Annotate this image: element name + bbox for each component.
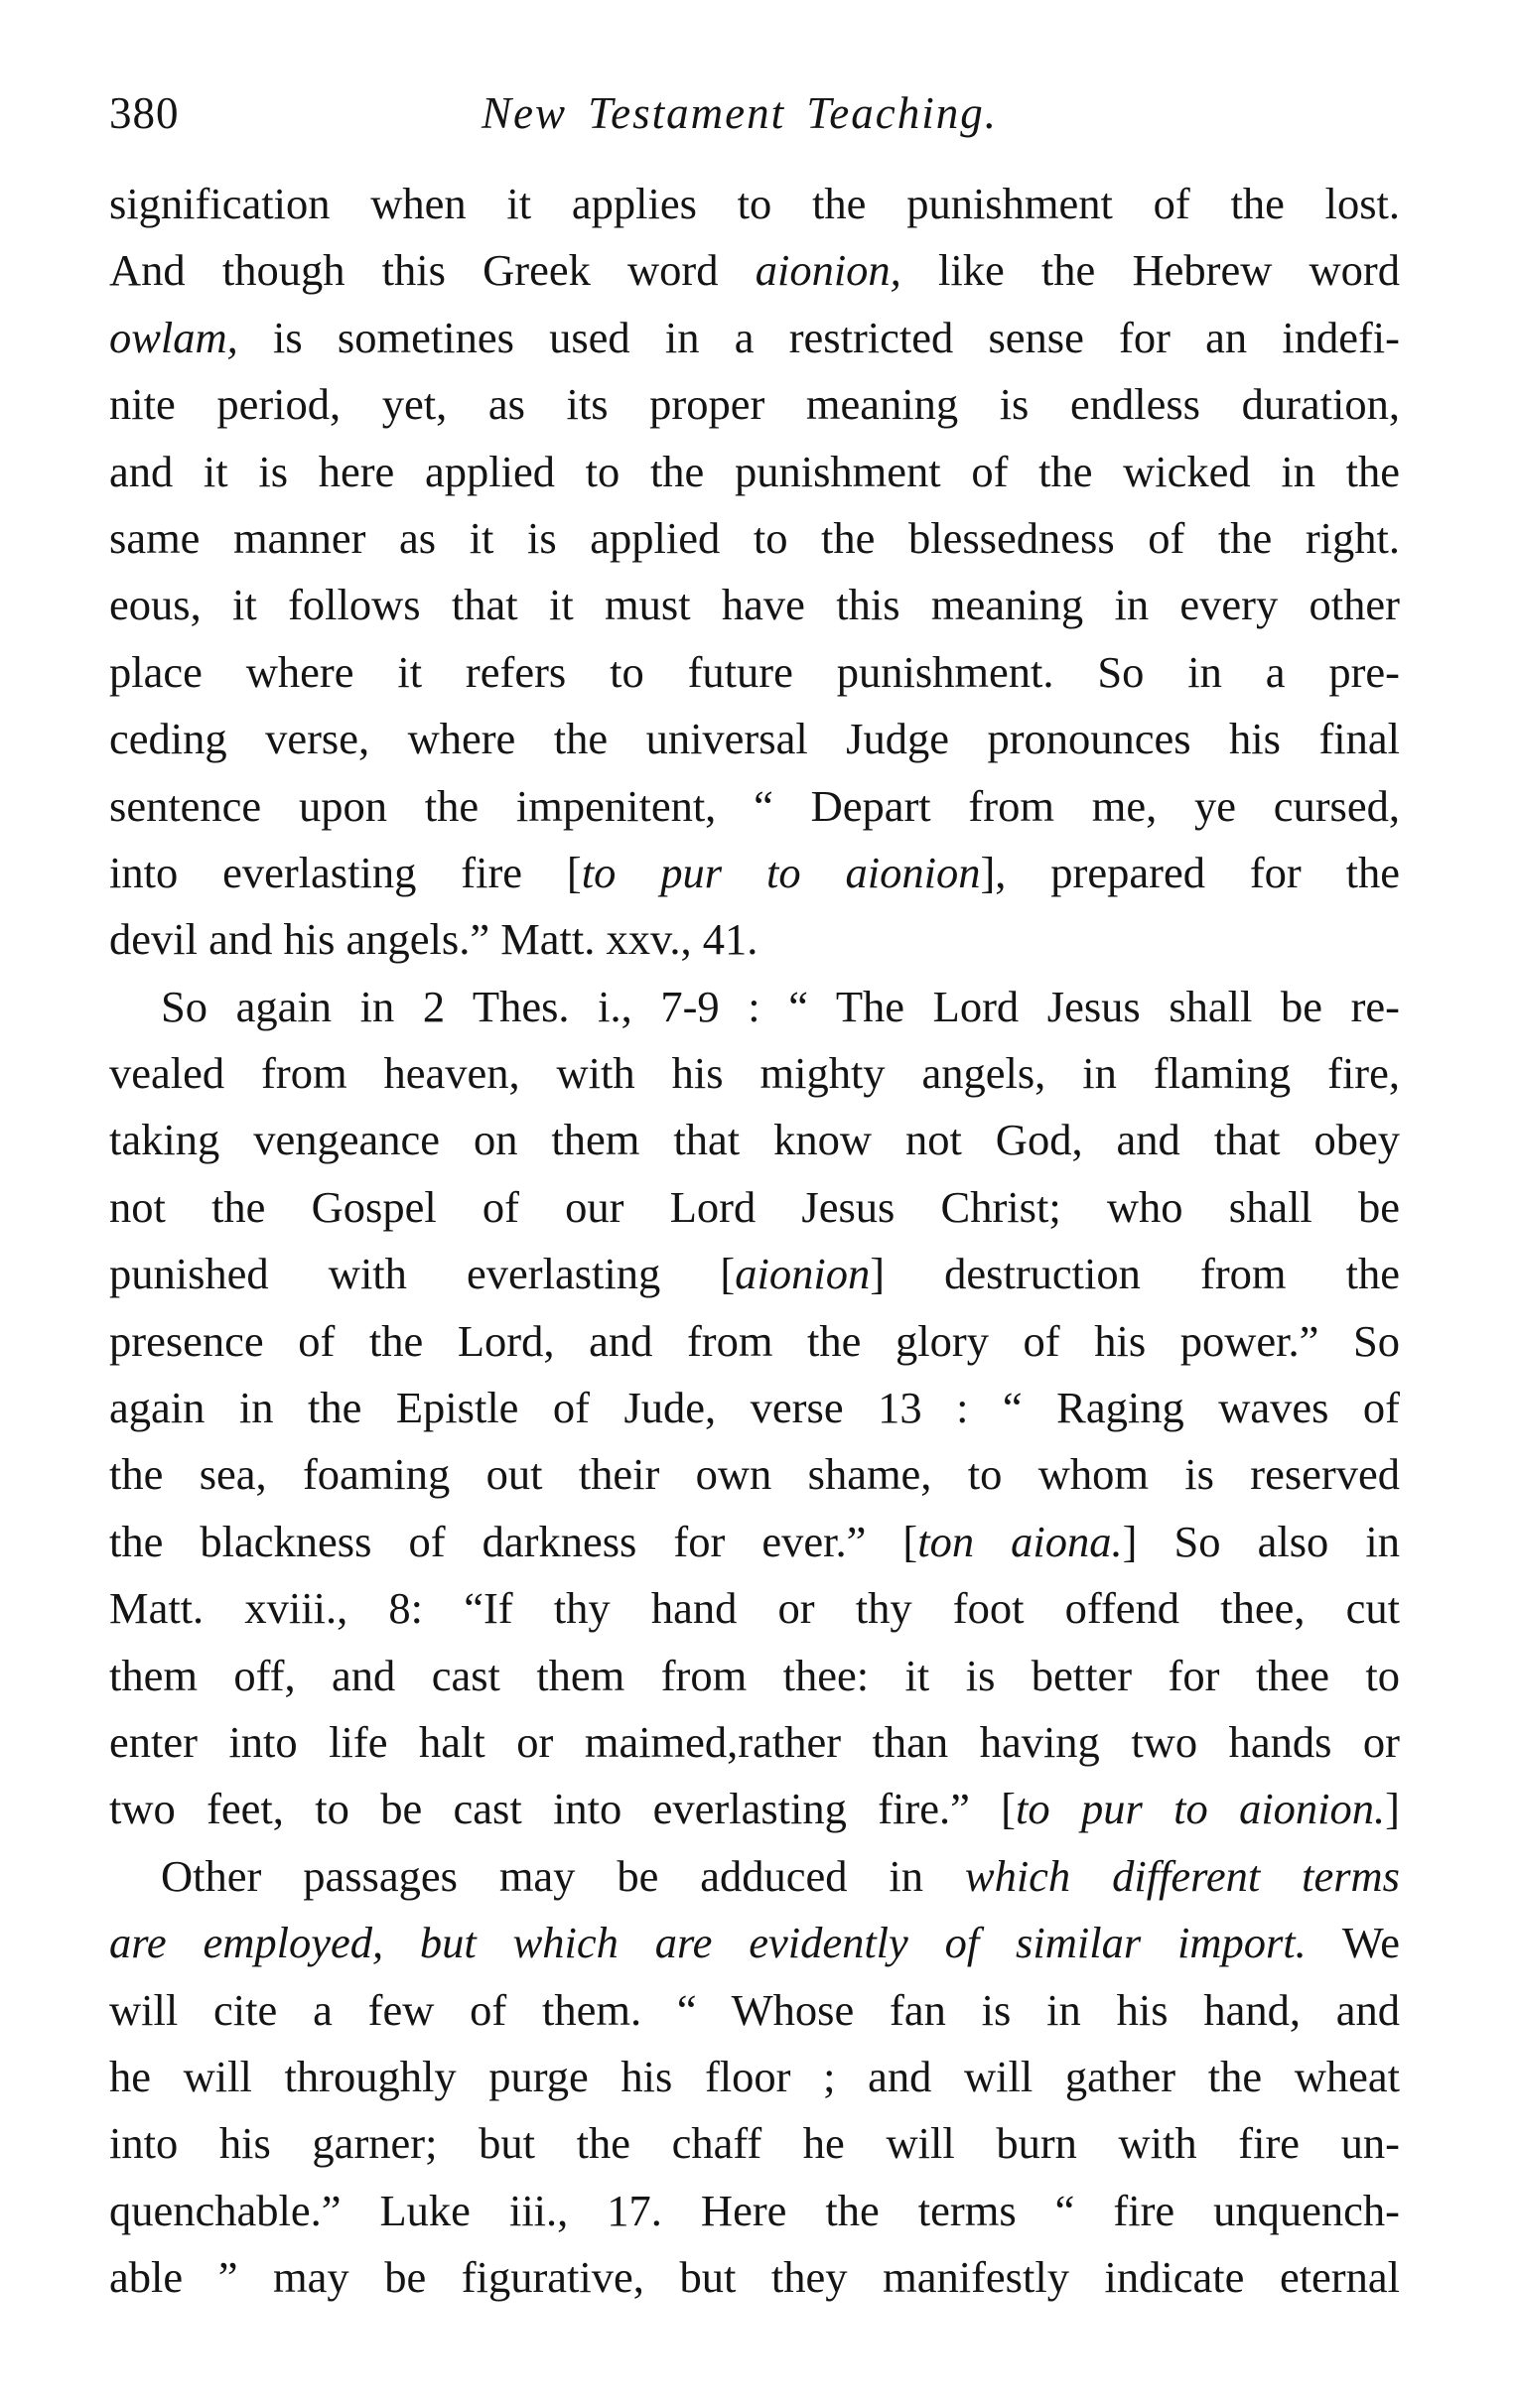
text-line	[109, 706, 1400, 772]
text-line	[109, 1643, 1400, 1709]
text-segment: And though this Greek word	[109, 245, 756, 296]
italic-text: ton aiona.	[917, 1516, 1123, 1566]
text-segment: Matt. xviii., 8: “If thy hand or thy foot offend thee, cut	[109, 1583, 1400, 1634]
text-line	[109, 2044, 1400, 2110]
text-segment: ], prepared for the	[980, 847, 1401, 897]
text-segment: the sea, foaming out their own shame, to whom is reserved	[109, 1449, 1400, 1500]
text-line	[109, 2244, 1400, 2311]
text-segment: ] So also in	[1122, 1516, 1400, 1566]
text-segment: eous, it follows that it must have this meaning in every other	[109, 580, 1400, 630]
text-segment: is sometines used in a restricted sense for an indefi-	[237, 312, 1400, 362]
text-line	[109, 1776, 1400, 1842]
text-line	[109, 2178, 1400, 2244]
text-line	[109, 1174, 1400, 1241]
text-line	[109, 1843, 1400, 1910]
text-line	[109, 840, 1400, 906]
text-segment: will cite a few of them. “ Whose fan is in his hand, and	[109, 1984, 1400, 2035]
text-line	[109, 639, 1400, 706]
italic-text: aionion,	[755, 245, 901, 296]
italic-text: are employed, but which are evidently of similar import.	[109, 1918, 1307, 1968]
text-segment: taking vengeance on them that know not God, and that obey	[109, 1115, 1400, 1165]
text-line	[109, 237, 1400, 304]
text-segment: Other passages may be adduced in	[161, 1850, 965, 1901]
text-line	[109, 1040, 1400, 1107]
text-segment: and it is here applied to the punishment of the wicked in the	[109, 446, 1400, 496]
text-segment: into everlasting fire [	[109, 847, 582, 897]
text-line	[109, 371, 1400, 438]
text-segment: devil and his angels.” Matt. xxv., 41.	[109, 914, 758, 965]
text-segment: like the Hebrew word	[900, 245, 1400, 296]
text-line	[109, 1509, 1400, 1575]
italic-text: owlam,	[109, 312, 238, 362]
text-line	[109, 1910, 1400, 1976]
text-segment: quenchable.” Luke iii., 17. Here the terms “ fire unquench-	[109, 2185, 1400, 2235]
text-segment: ]	[1385, 1784, 1400, 1834]
text-segment: So again in 2 Thes. i., 7-9 : “ The Lord Jesus shall be re-	[161, 981, 1400, 1031]
text-segment: signification when it applies to the punishment of the lost.	[109, 179, 1400, 228]
text-line	[109, 505, 1400, 572]
text-segment: two feet, to be cast into everlasting fire.” [	[109, 1784, 1016, 1834]
text-line	[109, 1709, 1400, 1776]
text-line	[109, 1575, 1400, 1642]
text-line	[109, 1308, 1400, 1375]
text-line	[109, 171, 1400, 237]
text-line	[109, 773, 1400, 840]
text-segment: again in the Epistle of Jude, verse 13 : “ Raging waves of	[109, 1383, 1400, 1433]
text-line	[109, 2110, 1400, 2177]
running-title: New Testament Teaching.	[482, 88, 998, 138]
text-segment: into his garner; but the chaff he will burn with fire un-	[109, 2118, 1400, 2169]
text-line	[109, 1107, 1400, 1173]
text-line	[109, 572, 1400, 638]
text-segment: not the Gospel of our Lord Jesus Christ; who shall be	[109, 1181, 1400, 1232]
text-line	[109, 1375, 1400, 1441]
italic-text: to pur to aionion	[581, 847, 981, 897]
text-segment: punished with everlasting [	[109, 1249, 736, 1299]
italic-text: aionion	[735, 1249, 871, 1299]
text-segment: the blackness of darkness for ever.” [	[109, 1516, 918, 1566]
text-segment: he will throughly purge his floor ; and will gather the wheat	[109, 2051, 1400, 2101]
text-segment: We	[1306, 1918, 1400, 1968]
text-line	[109, 1241, 1400, 1307]
text-segment: same manner as it is applied to the blessedness of the right.	[109, 512, 1400, 563]
text-line	[109, 1977, 1400, 2044]
text-line	[109, 1441, 1400, 1508]
text-line	[109, 974, 1400, 1040]
text-segment: nite period, yet, as its proper meaning is endless duration,	[109, 379, 1400, 430]
text-segment: vealed from heaven, with his mighty angels, in flaming fire,	[109, 1048, 1400, 1099]
text-segment: ceding verse, where the universal Judge pronounces his final	[109, 714, 1400, 764]
text-segment: them off, and cast them from thee: it is better for thee to	[109, 1650, 1400, 1700]
text-segment: able ” may be figurative, but they manifestly indicate eternal	[109, 2252, 1400, 2303]
text-segment: presence of the Lord, and from the glory of his power.” So	[109, 1315, 1400, 1366]
text-segment: place where it refers to future punishment. So in a pre-	[109, 646, 1400, 697]
text-line	[109, 439, 1400, 505]
text-line	[109, 305, 1400, 371]
page-number: 380	[109, 88, 180, 138]
text-line	[109, 906, 1400, 973]
italic-text: which different terms	[964, 1850, 1400, 1901]
text-segment: sentence upon the impenitent, “ Depart from me, ye cursed,	[109, 780, 1400, 831]
text-segment: ] destruction from the	[870, 1249, 1400, 1299]
text-segment: enter into life halt or maimed,rather than having two hands or	[109, 1716, 1400, 1767]
italic-text: to pur to aionion.	[1016, 1784, 1386, 1834]
body-text	[109, 171, 1400, 2312]
page-header	[109, 83, 1400, 143]
